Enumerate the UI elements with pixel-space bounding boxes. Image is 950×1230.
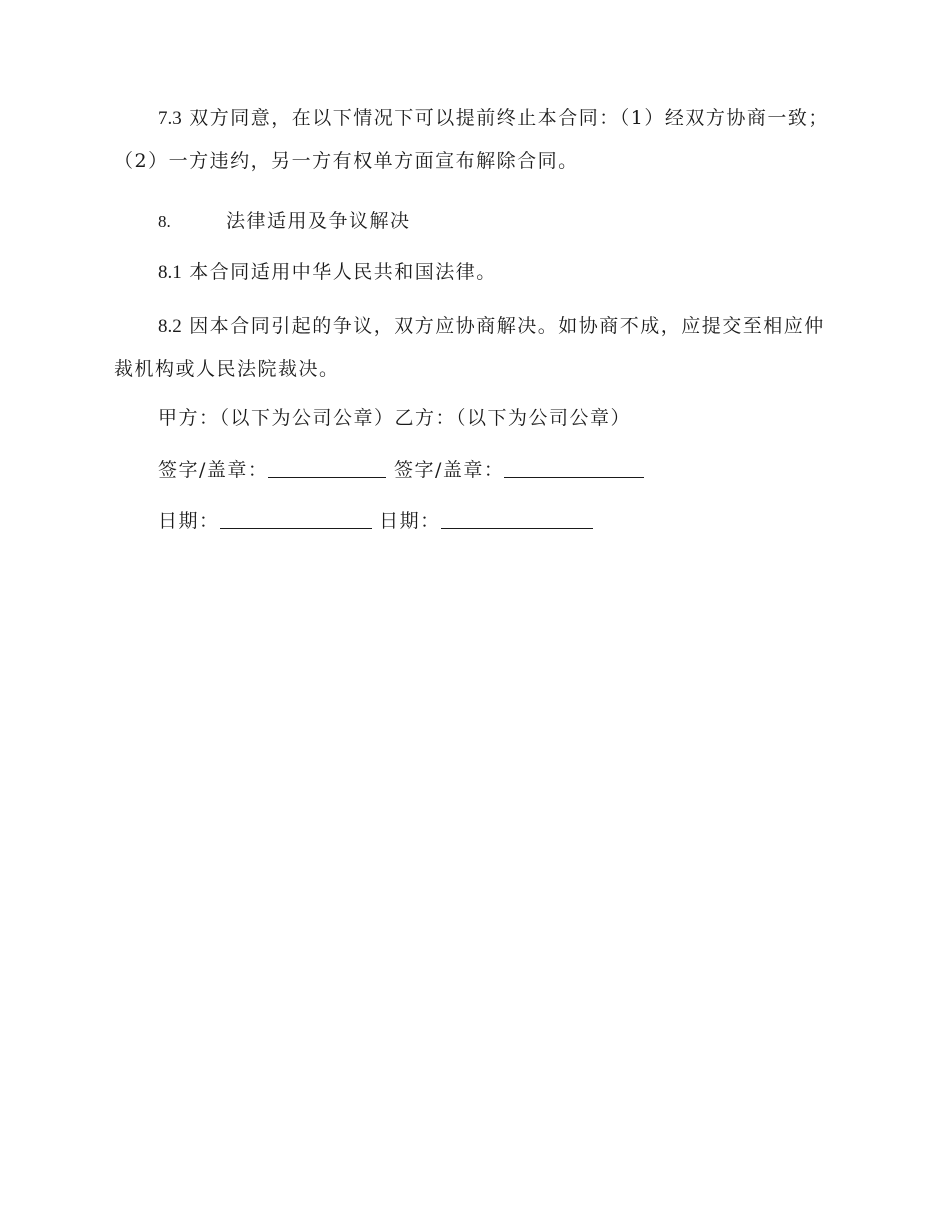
sign-label-a: 签字/盖章： xyxy=(158,459,269,481)
clause-text: 本合同适用中华人民共和国法律。 xyxy=(189,261,497,283)
section-title: 法律适用及争议解决 xyxy=(226,210,411,232)
sign-label-b: 签字/盖章： xyxy=(393,459,505,481)
date-label-b: 日期： xyxy=(379,510,441,532)
section-number: 8. xyxy=(158,212,171,231)
party-labels xyxy=(158,403,631,433)
clause-7-3 xyxy=(114,97,838,183)
clause-number: 7.3 xyxy=(158,108,182,129)
sign-blank-a xyxy=(268,459,386,478)
section-heading-8 xyxy=(158,206,411,237)
clause-8-1 xyxy=(158,257,497,288)
signature-row xyxy=(158,455,644,485)
party-a-label: 甲方：（以下为公司公章） xyxy=(158,407,395,429)
date-row xyxy=(158,506,593,536)
clause-text: 双方同意，在以下情况下可以提前终止本合同：（1）经双方协商一致；（2）一方违约，另一方有权单方面宣布解除合同。 xyxy=(114,107,829,172)
clause-number: 8.1 xyxy=(158,262,182,283)
date-blank-b xyxy=(441,510,593,529)
date-blank-a xyxy=(220,510,372,529)
clause-number: 8.2 xyxy=(158,316,182,337)
sign-blank-b xyxy=(504,459,644,478)
party-b-label: 乙方：（以下为公司公章） xyxy=(394,407,632,429)
clause-8-2 xyxy=(114,305,838,391)
date-label-a: 日期： xyxy=(158,510,220,532)
clause-text: 因本合同引起的争议，双方应协商解决。如协商不成，应提交至相应仲裁机构或人民法院裁决。 xyxy=(114,315,825,380)
